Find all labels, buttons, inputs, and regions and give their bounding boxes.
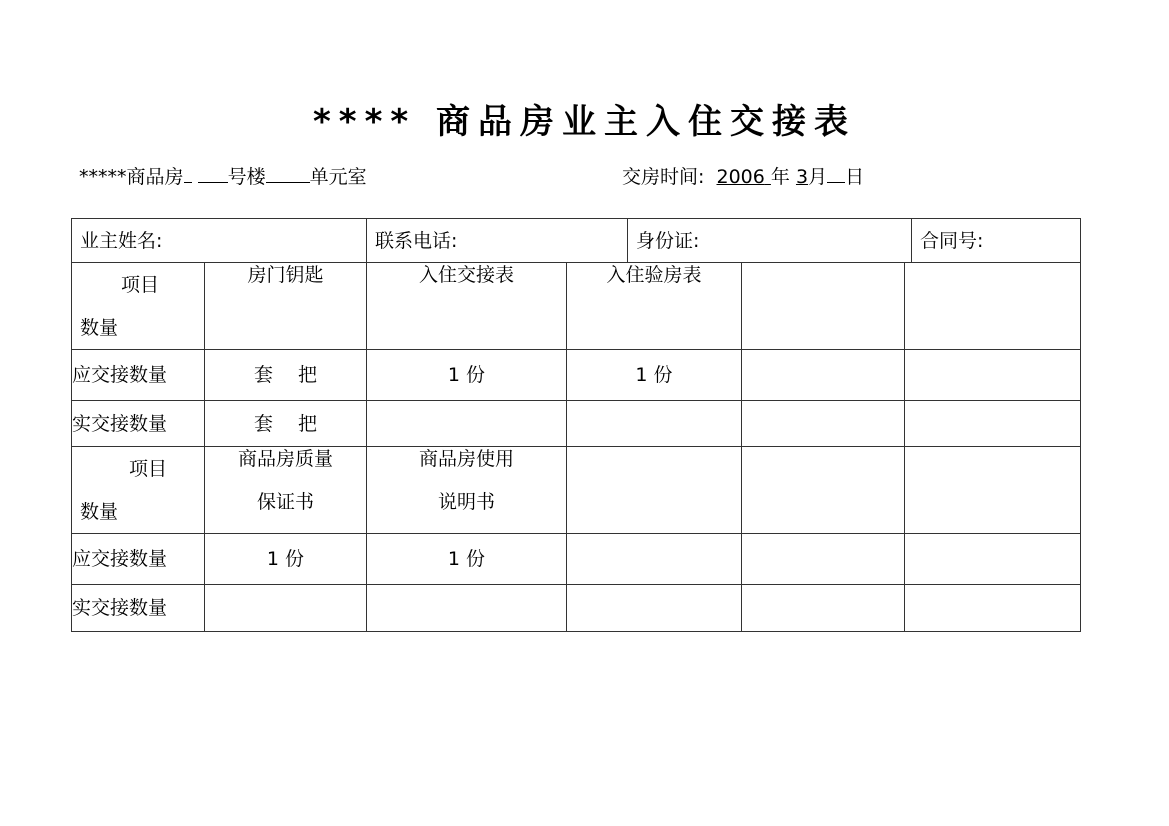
id-card-label: 身份证:: [636, 229, 700, 252]
empty-cell: [742, 447, 905, 534]
required-manual-cell: 1 份: [367, 534, 567, 585]
page-title: **** 商品房业主入住交接表: [313, 102, 856, 142]
col-quality-warranty: [205, 447, 367, 534]
owner-info-row: [72, 219, 1081, 263]
empty-cell: [905, 534, 1081, 585]
day-blank[interactable]: [827, 162, 845, 183]
month-suffix: 月: [808, 166, 828, 188]
handover-table: [71, 218, 1081, 632]
table-row: [72, 350, 1081, 401]
section1-header-row: [72, 263, 1081, 350]
required-handover-form-cell: 1 份: [367, 350, 567, 401]
unit-blank[interactable]: [266, 162, 310, 183]
corner-labels: [72, 263, 204, 349]
empty-cell: [905, 401, 1081, 447]
section2-corner-cell: [72, 447, 205, 534]
corner-labels: [72, 447, 204, 533]
row-label-required: 应交接数量: [72, 350, 205, 401]
phone-label: 联系电话:: [375, 229, 458, 252]
actual-inspection-form-cell[interactable]: [567, 401, 742, 447]
table-row: [72, 534, 1081, 585]
corner-item-label: 项目: [129, 458, 168, 480]
handover-month: 3: [795, 166, 809, 188]
required-warranty-cell: 1 份: [205, 534, 367, 585]
handover-date-label: 交房时间:: [622, 166, 705, 188]
col-door-keys: 房门钥匙: [205, 263, 367, 350]
empty-cell: [905, 447, 1081, 534]
actual-warranty-cell[interactable]: [205, 585, 367, 632]
col-usage-manual-line1: 商品房使用: [418, 448, 514, 470]
row-label-actual: 实交接数量: [72, 585, 205, 632]
year-suffix: 年: [770, 166, 790, 188]
empty-cell: [742, 263, 905, 350]
property-prefix: *****商品房: [79, 166, 184, 188]
empty-cell: [742, 350, 905, 401]
section1-corner-cell: [72, 263, 205, 350]
corner-qty-label: 数量: [80, 317, 119, 339]
table-row: [72, 585, 1081, 632]
empty-cell: [742, 401, 905, 447]
actual-keys-cell[interactable]: 套 把: [205, 401, 367, 447]
empty-cell: [742, 534, 905, 585]
actual-manual-cell[interactable]: [367, 585, 567, 632]
col-checkin-inspection-form: 入住验房表: [567, 263, 742, 350]
blank-line: [184, 162, 192, 183]
phone-cell[interactable]: [367, 219, 628, 263]
row-label-actual: 实交接数量: [72, 401, 205, 447]
empty-cell: [567, 534, 742, 585]
section2-header-row: [72, 447, 1081, 534]
owner-name-cell[interactable]: [72, 219, 367, 263]
required-keys-cell[interactable]: 套 把: [205, 350, 367, 401]
day-suffix: 日: [845, 166, 865, 188]
corner-item-label: 项目: [121, 274, 160, 296]
id-card-cell[interactable]: [628, 219, 912, 263]
handover-year: 2006: [716, 166, 765, 188]
corner-qty-label: 数量: [80, 501, 119, 523]
required-inspection-form-cell: 1 份: [567, 350, 742, 401]
empty-cell: [905, 350, 1081, 401]
building-suffix: 号楼: [227, 166, 266, 188]
handover-date-line: [622, 162, 864, 191]
property-line: [79, 162, 367, 191]
table-row: [72, 401, 1081, 447]
empty-cell: [905, 585, 1081, 632]
owner-name-label: 业主姓名:: [80, 229, 163, 252]
contract-cell[interactable]: [912, 219, 1081, 263]
col-checkin-handover-form: 入住交接表: [367, 263, 567, 350]
contract-label: 合同号:: [920, 229, 984, 252]
actual-handover-form-cell[interactable]: [367, 401, 567, 447]
building-blank[interactable]: [198, 162, 228, 183]
col-quality-warranty-line1: 商品房质量: [237, 448, 333, 470]
empty-cell: [567, 585, 742, 632]
row-label-required: 应交接数量: [72, 534, 205, 585]
empty-cell: [742, 585, 905, 632]
empty-cell: [905, 263, 1081, 350]
unit-suffix: 单元室: [309, 166, 367, 188]
col-quality-warranty-line2: 保证书: [256, 491, 314, 513]
col-usage-manual: [367, 447, 567, 534]
col-usage-manual-line2: 说明书: [437, 491, 495, 513]
empty-cell: [567, 447, 742, 534]
